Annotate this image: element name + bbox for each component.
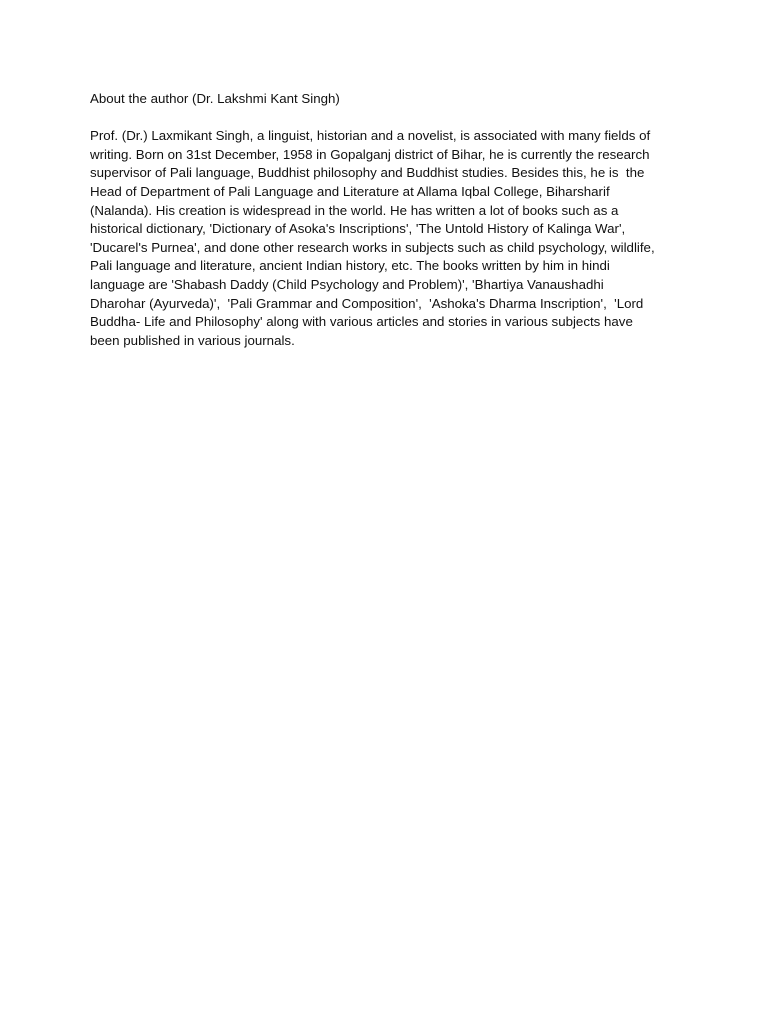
paragraph-line: Head of Department of Pali Language and Literature at Allama Iqbal College, Biharsharif: [90, 183, 610, 199]
paragraph-line: Pali language and literature, ancient Indian history, etc. The books written by him in hindi: [90, 258, 610, 274]
paragraph-line: been published in various journals.: [90, 332, 295, 348]
author-biography-paragraph: [90, 127, 685, 350]
paragraph-line: Prof. (Dr.) Laxmikant Singh, a linguist, historian and a novelist, is associated with many fields of: [90, 128, 651, 144]
paragraph-line: (Nalanda). His creation is widespread in the world. He has written a lot of books such as a: [90, 202, 619, 218]
paragraph-line: supervisor of Pali language, Buddhist philosophy and Buddhist studies. Besides this, he is the: [90, 165, 645, 181]
paragraph-line: 'Ducarel's Purnea', and done other research works in subjects such as child psychology, wildlife,: [90, 239, 655, 255]
document-body: [90, 90, 685, 350]
document-title: About the author (Dr. Lakshmi Kant Singh): [90, 91, 340, 106]
paragraph-line: Buddha- Life and Philosophy' along with various articles and stories in various subjects have: [90, 314, 633, 330]
paragraph-line: historical dictionary, 'Dictionary of Asoka's Inscriptions', 'The Untold History of Kalinga War',: [90, 221, 626, 237]
paragraph-line: language are 'Shabash Daddy (Child Psychology and Problem)', 'Bhartiya Vanaushadhi: [90, 276, 604, 292]
paragraph-line: writing. Born on 31st December, 1958 in Gopalganj district of Bihar, he is currently the research: [90, 146, 650, 162]
paragraph-line: Dharohar (Ayurveda)', 'Pali Grammar and Composition', 'Ashoka's Dharma Inscription', 'Lord: [90, 295, 644, 311]
